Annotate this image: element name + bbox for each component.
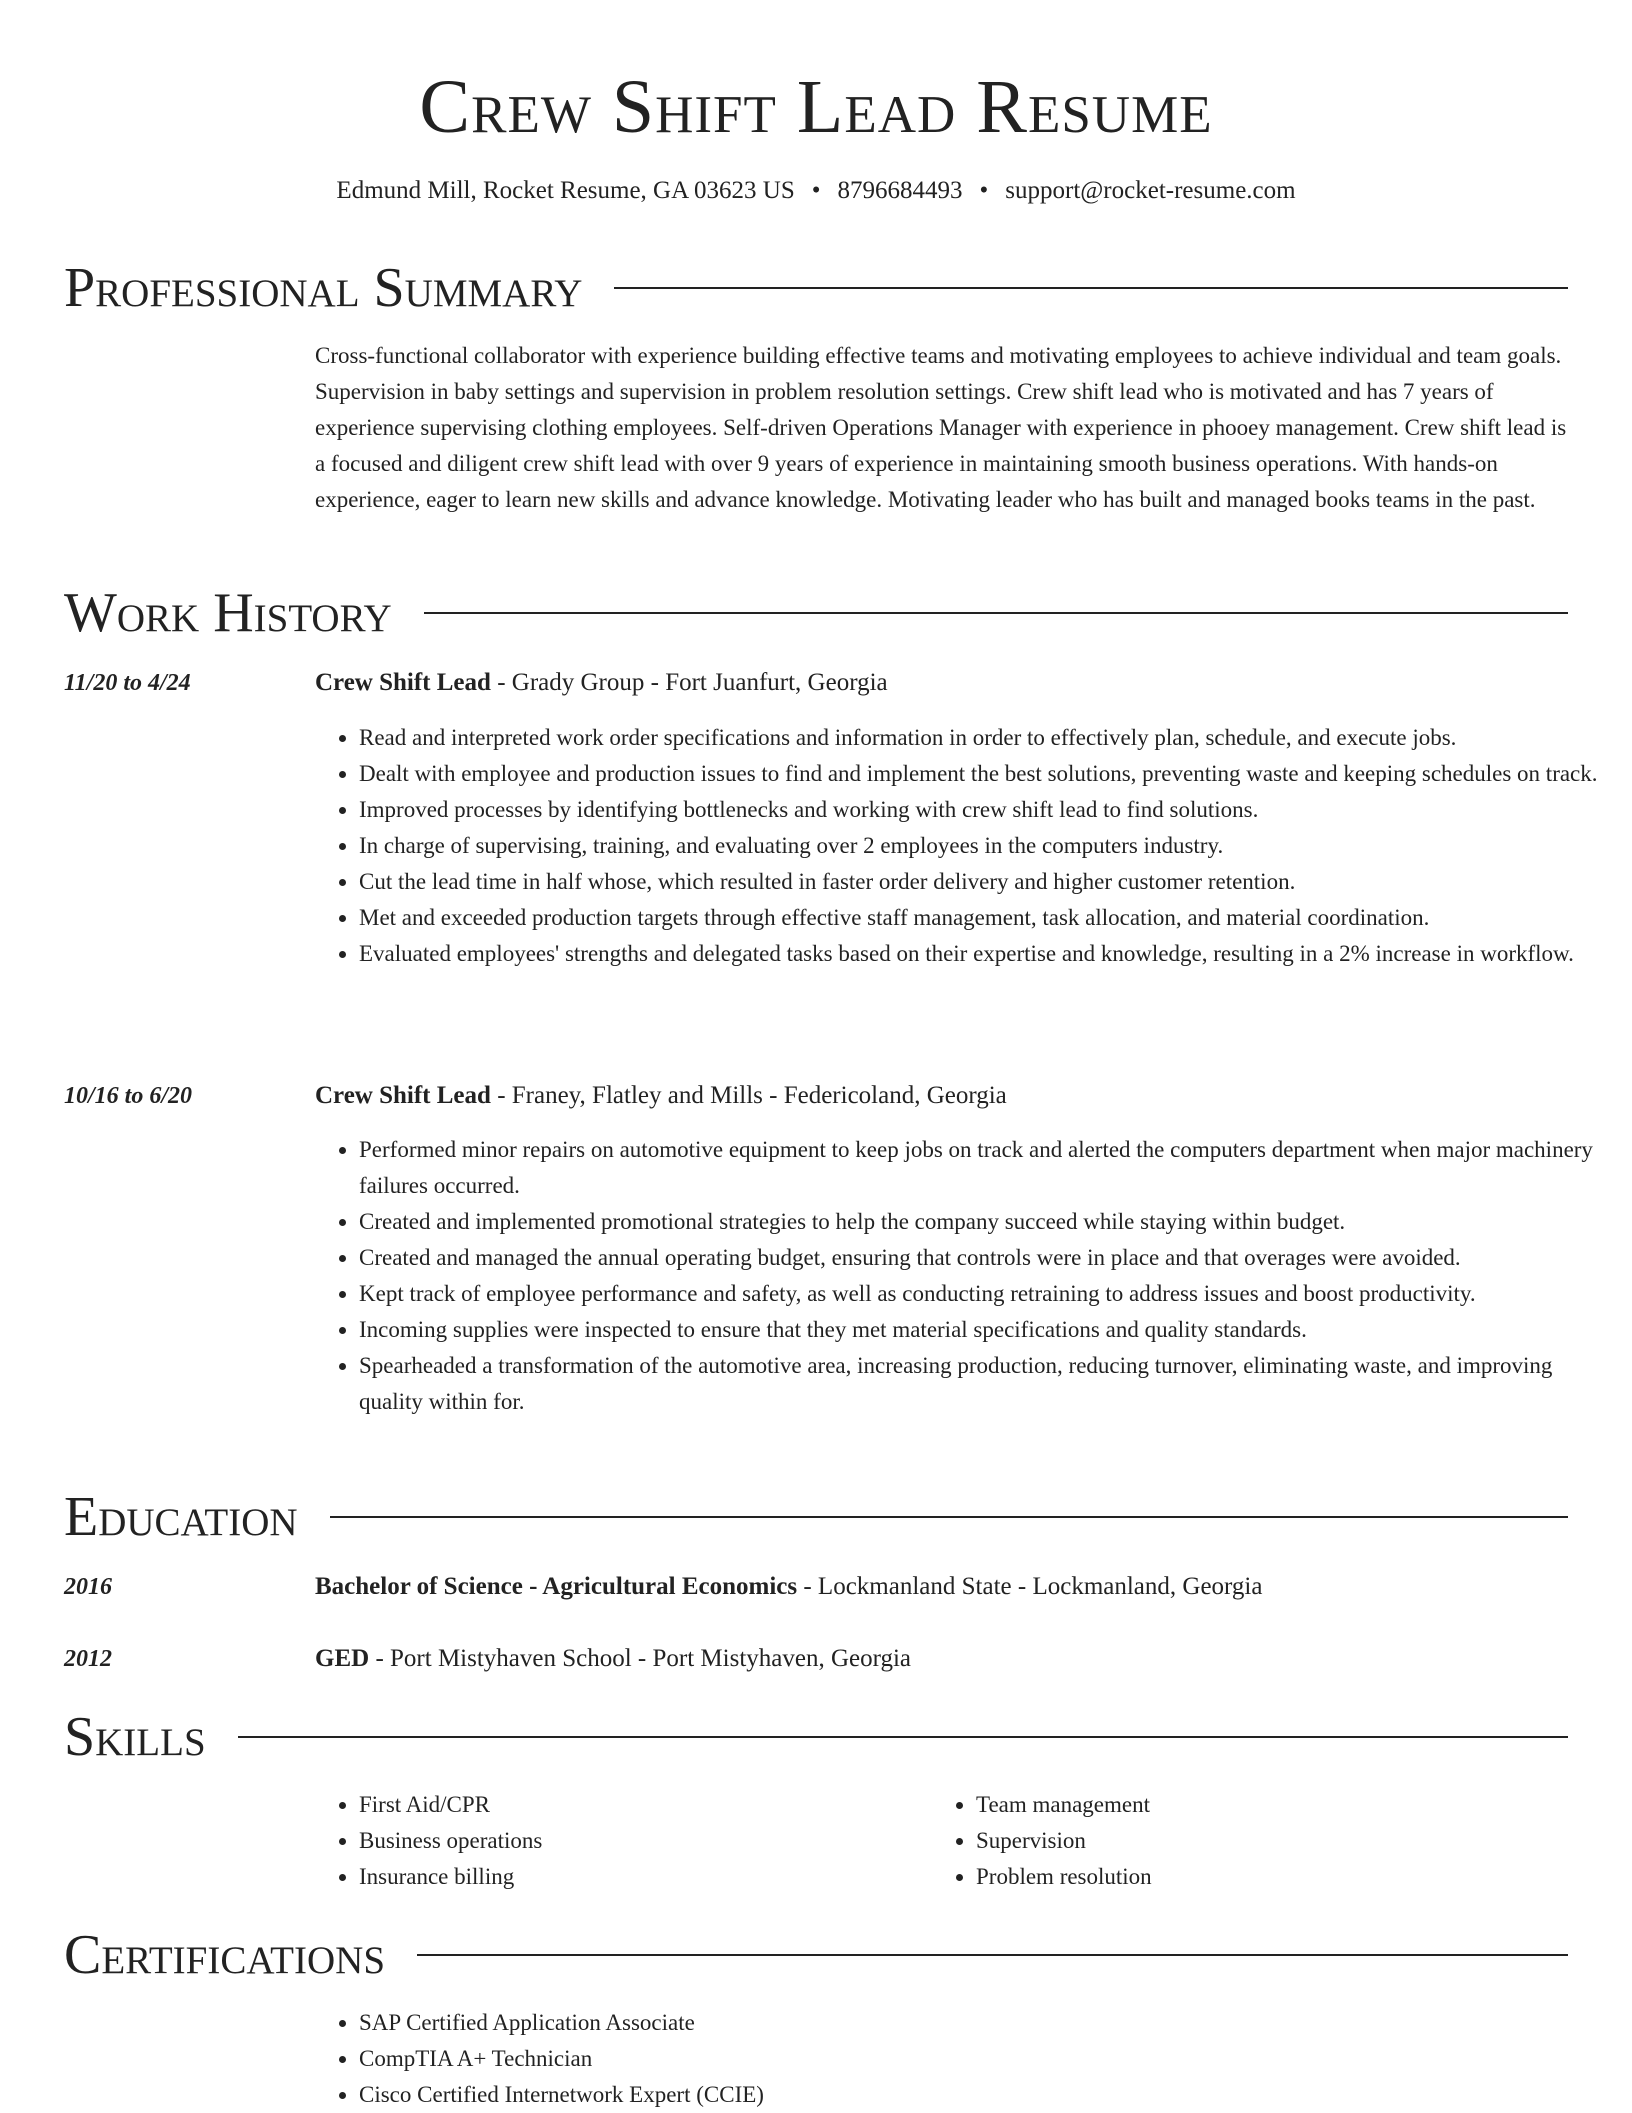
job-bullets bbox=[315, 720, 1612, 972]
section-divider bbox=[330, 1516, 1568, 1518]
contact-line bbox=[0, 176, 1632, 206]
job-bullet: • Kept track of employee performance and safety, as well as conducting retraining to address issues and boost productivity. bbox=[359, 1276, 1612, 1312]
summary-text: Cross-functional collaborator with experience building effective teams and motivating employees to achieve individual and team goals. Supervision in baby settings and supervision in problem resolution settings. Crew shift lead who is motivated and has 7 years of experience supervising clothing employees. Self-driven Operations Manager with experience in phooey management. Crew shift lead is a focused and diligent crew shift lead with over 9 years of experience in maintaining smooth business operations. With hands-on experience, eager to learn new skills and advance knowledge. Motivating leader who has built and managed books teams in the past. bbox=[315, 343, 1567, 512]
job-details: - Grady Group - Fort Juanfurt, Georgia bbox=[490, 669, 888, 696]
job-title-line bbox=[315, 668, 1568, 698]
section-heading-summary bbox=[64, 256, 1568, 320]
job-dates: 11/20 to 4/24 bbox=[64, 670, 191, 696]
job-bullet: • Cut the lead time in half whose, which resulted in faster order delivery and higher customer retention. bbox=[359, 864, 1612, 900]
job-bullet: • Incoming supplies were inspected to ensure that they met material specifications and quality standards. bbox=[359, 1312, 1612, 1348]
section-divider bbox=[417, 1954, 1568, 1956]
job-bullet: • Improved processes by identifying bottlenecks and working with crew shift lead to find solutions. bbox=[359, 792, 1612, 828]
contact-address: Edmund Mill, Rocket Resume, GA 03623 US bbox=[336, 177, 795, 204]
section-heading-work-history bbox=[64, 581, 1568, 645]
skill-item: • First Aid/CPR bbox=[359, 1787, 919, 1823]
job-bullet: • Met and exceeded production targets through effective staff management, task allocation, and material coordination. bbox=[359, 900, 1612, 936]
job-title: Crew Shift Lead bbox=[315, 669, 491, 696]
skill-item: • Team management bbox=[976, 1787, 1576, 1823]
contact-phone: 8796684493 bbox=[837, 177, 963, 204]
certification-item: • CompTIA A+ Technician bbox=[359, 2041, 1459, 2077]
skill-item: • Business operations bbox=[359, 1823, 919, 1859]
section-title: Skills bbox=[64, 1706, 206, 1768]
education-details: - Port Mistyhaven School - Port Mistyhaven, Georgia bbox=[369, 1645, 912, 1672]
section-heading-education bbox=[64, 1485, 1568, 1549]
certifications-list bbox=[315, 2005, 1459, 2113]
education-line bbox=[315, 1572, 1568, 1602]
contact-email: support@rocket-resume.com bbox=[1005, 177, 1296, 204]
contact-separator: • bbox=[979, 177, 989, 204]
section-title: Professional Summary bbox=[64, 257, 583, 319]
section-heading-certifications bbox=[64, 1923, 1568, 1987]
job-bullet: • Spearheaded a transformation of the automotive area, increasing production, reducing turnover, eliminating waste, and improving quality within for. bbox=[359, 1348, 1612, 1420]
resume-title: Crew Shift Lead Resume bbox=[419, 65, 1213, 149]
job-bullet: • In charge of supervising, training, and evaluating over 2 employees in the computers industry. bbox=[359, 828, 1612, 864]
section-title: Certifications bbox=[64, 1924, 386, 1986]
education-year: 2016 bbox=[64, 1574, 112, 1600]
certification-item: • SAP Certified Application Associate bbox=[359, 2005, 1459, 2041]
job-bullet: • Performed minor repairs on automotive equipment to keep jobs on track and alerted the computers department when major machinery failures occurred. bbox=[359, 1132, 1612, 1204]
section-divider bbox=[424, 612, 1568, 614]
section-title: Education bbox=[64, 1486, 298, 1548]
skill-item: • Insurance billing bbox=[359, 1859, 919, 1895]
job-title: Crew Shift Lead bbox=[315, 1082, 491, 1109]
skills-list-left bbox=[315, 1787, 919, 1895]
skills-list-right bbox=[932, 1787, 1576, 1895]
education-degree: GED bbox=[315, 1645, 370, 1672]
job-bullet: • Read and interpreted work order specifications and information in order to effectively plan, schedule, and execute jobs. bbox=[359, 720, 1612, 756]
certification-item: • Cisco Certified Internetwork Expert (CCIE) bbox=[359, 2077, 1459, 2113]
job-dates: 10/16 to 6/20 bbox=[64, 1083, 193, 1109]
education-line bbox=[315, 1644, 1568, 1674]
job-bullets bbox=[315, 1132, 1612, 1420]
job-bullet: • Created and implemented promotional strategies to help the company succeed while staying within budget. bbox=[359, 1204, 1612, 1240]
education-details: - Lockmanland State - Lockmanland, Georgia bbox=[797, 1573, 1263, 1600]
skill-item: • Supervision bbox=[976, 1823, 1576, 1859]
job-bullet: • Evaluated employees' strengths and delegated tasks based on their expertise and knowledge, resulting in a 2% increase in workflow. bbox=[359, 936, 1612, 972]
job-bullet: • Dealt with employee and production issues to find and implement the best solutions, preventing waste and keeping schedules on track. bbox=[359, 756, 1612, 792]
contact-separator: • bbox=[811, 177, 821, 204]
job-bullet: • Created and managed the annual operating budget, ensuring that controls were in place and that overages were avoided. bbox=[359, 1240, 1612, 1276]
job-details: - Franey, Flatley and Mills - Federicoland, Georgia bbox=[490, 1082, 1007, 1109]
section-title: Work History bbox=[64, 582, 392, 644]
job-title-line bbox=[315, 1081, 1568, 1111]
section-heading-skills bbox=[64, 1705, 1568, 1769]
education-year: 2012 bbox=[64, 1646, 112, 1672]
section-divider bbox=[238, 1736, 1568, 1738]
skill-item: • Problem resolution bbox=[976, 1859, 1576, 1895]
section-divider bbox=[614, 287, 1568, 289]
education-degree: Bachelor of Science - Agricultural Economics bbox=[315, 1573, 798, 1600]
